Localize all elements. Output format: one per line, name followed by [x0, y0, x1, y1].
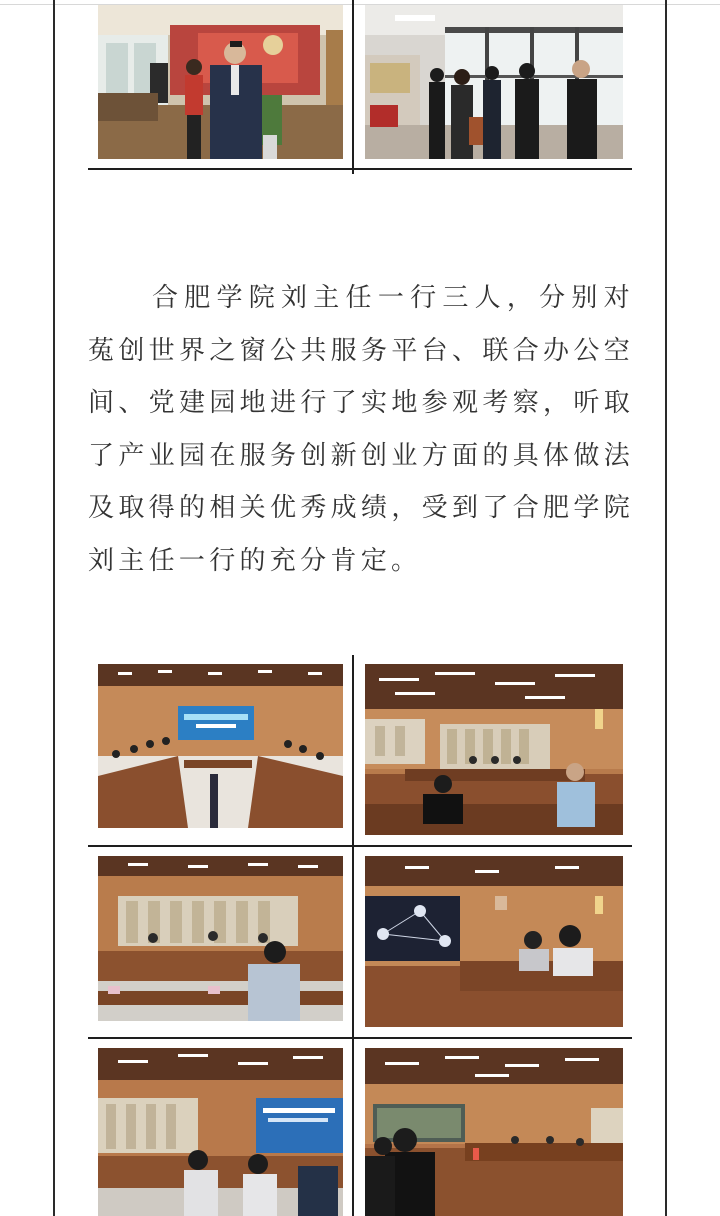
photo-meeting-room-table	[365, 664, 623, 835]
grid-row1-border	[88, 845, 632, 847]
left-frame-border	[53, 0, 55, 1216]
photo-visitors-lobby	[98, 5, 343, 159]
photo-presentation-diagram	[365, 856, 623, 1027]
top-table-divider	[352, 0, 354, 174]
grid-row2-border	[88, 1037, 632, 1039]
photo-meeting-video-screen	[365, 1048, 623, 1216]
grid-center-divider	[352, 655, 354, 1216]
photo-meeting-room-wide	[98, 664, 343, 828]
photo-meeting-participants	[98, 856, 343, 1021]
paragraph-text: 合肥学院刘主任一行三人，分别对菟创世界之窗公共服务平台、联合办公空间、党建园地进行了实地参观考察，听取了产业园在服务创新创业方面的具体做法及取得的相关优秀成绩，受到了合肥学院刘主任一行的充分肯定。	[88, 283, 634, 576]
top-table-bottom-border	[88, 168, 632, 170]
article-paragraph	[88, 272, 634, 587]
photo-meeting-screen-slide	[98, 1048, 343, 1216]
right-frame-border	[665, 0, 667, 1216]
photo-visitors-window	[365, 5, 623, 159]
